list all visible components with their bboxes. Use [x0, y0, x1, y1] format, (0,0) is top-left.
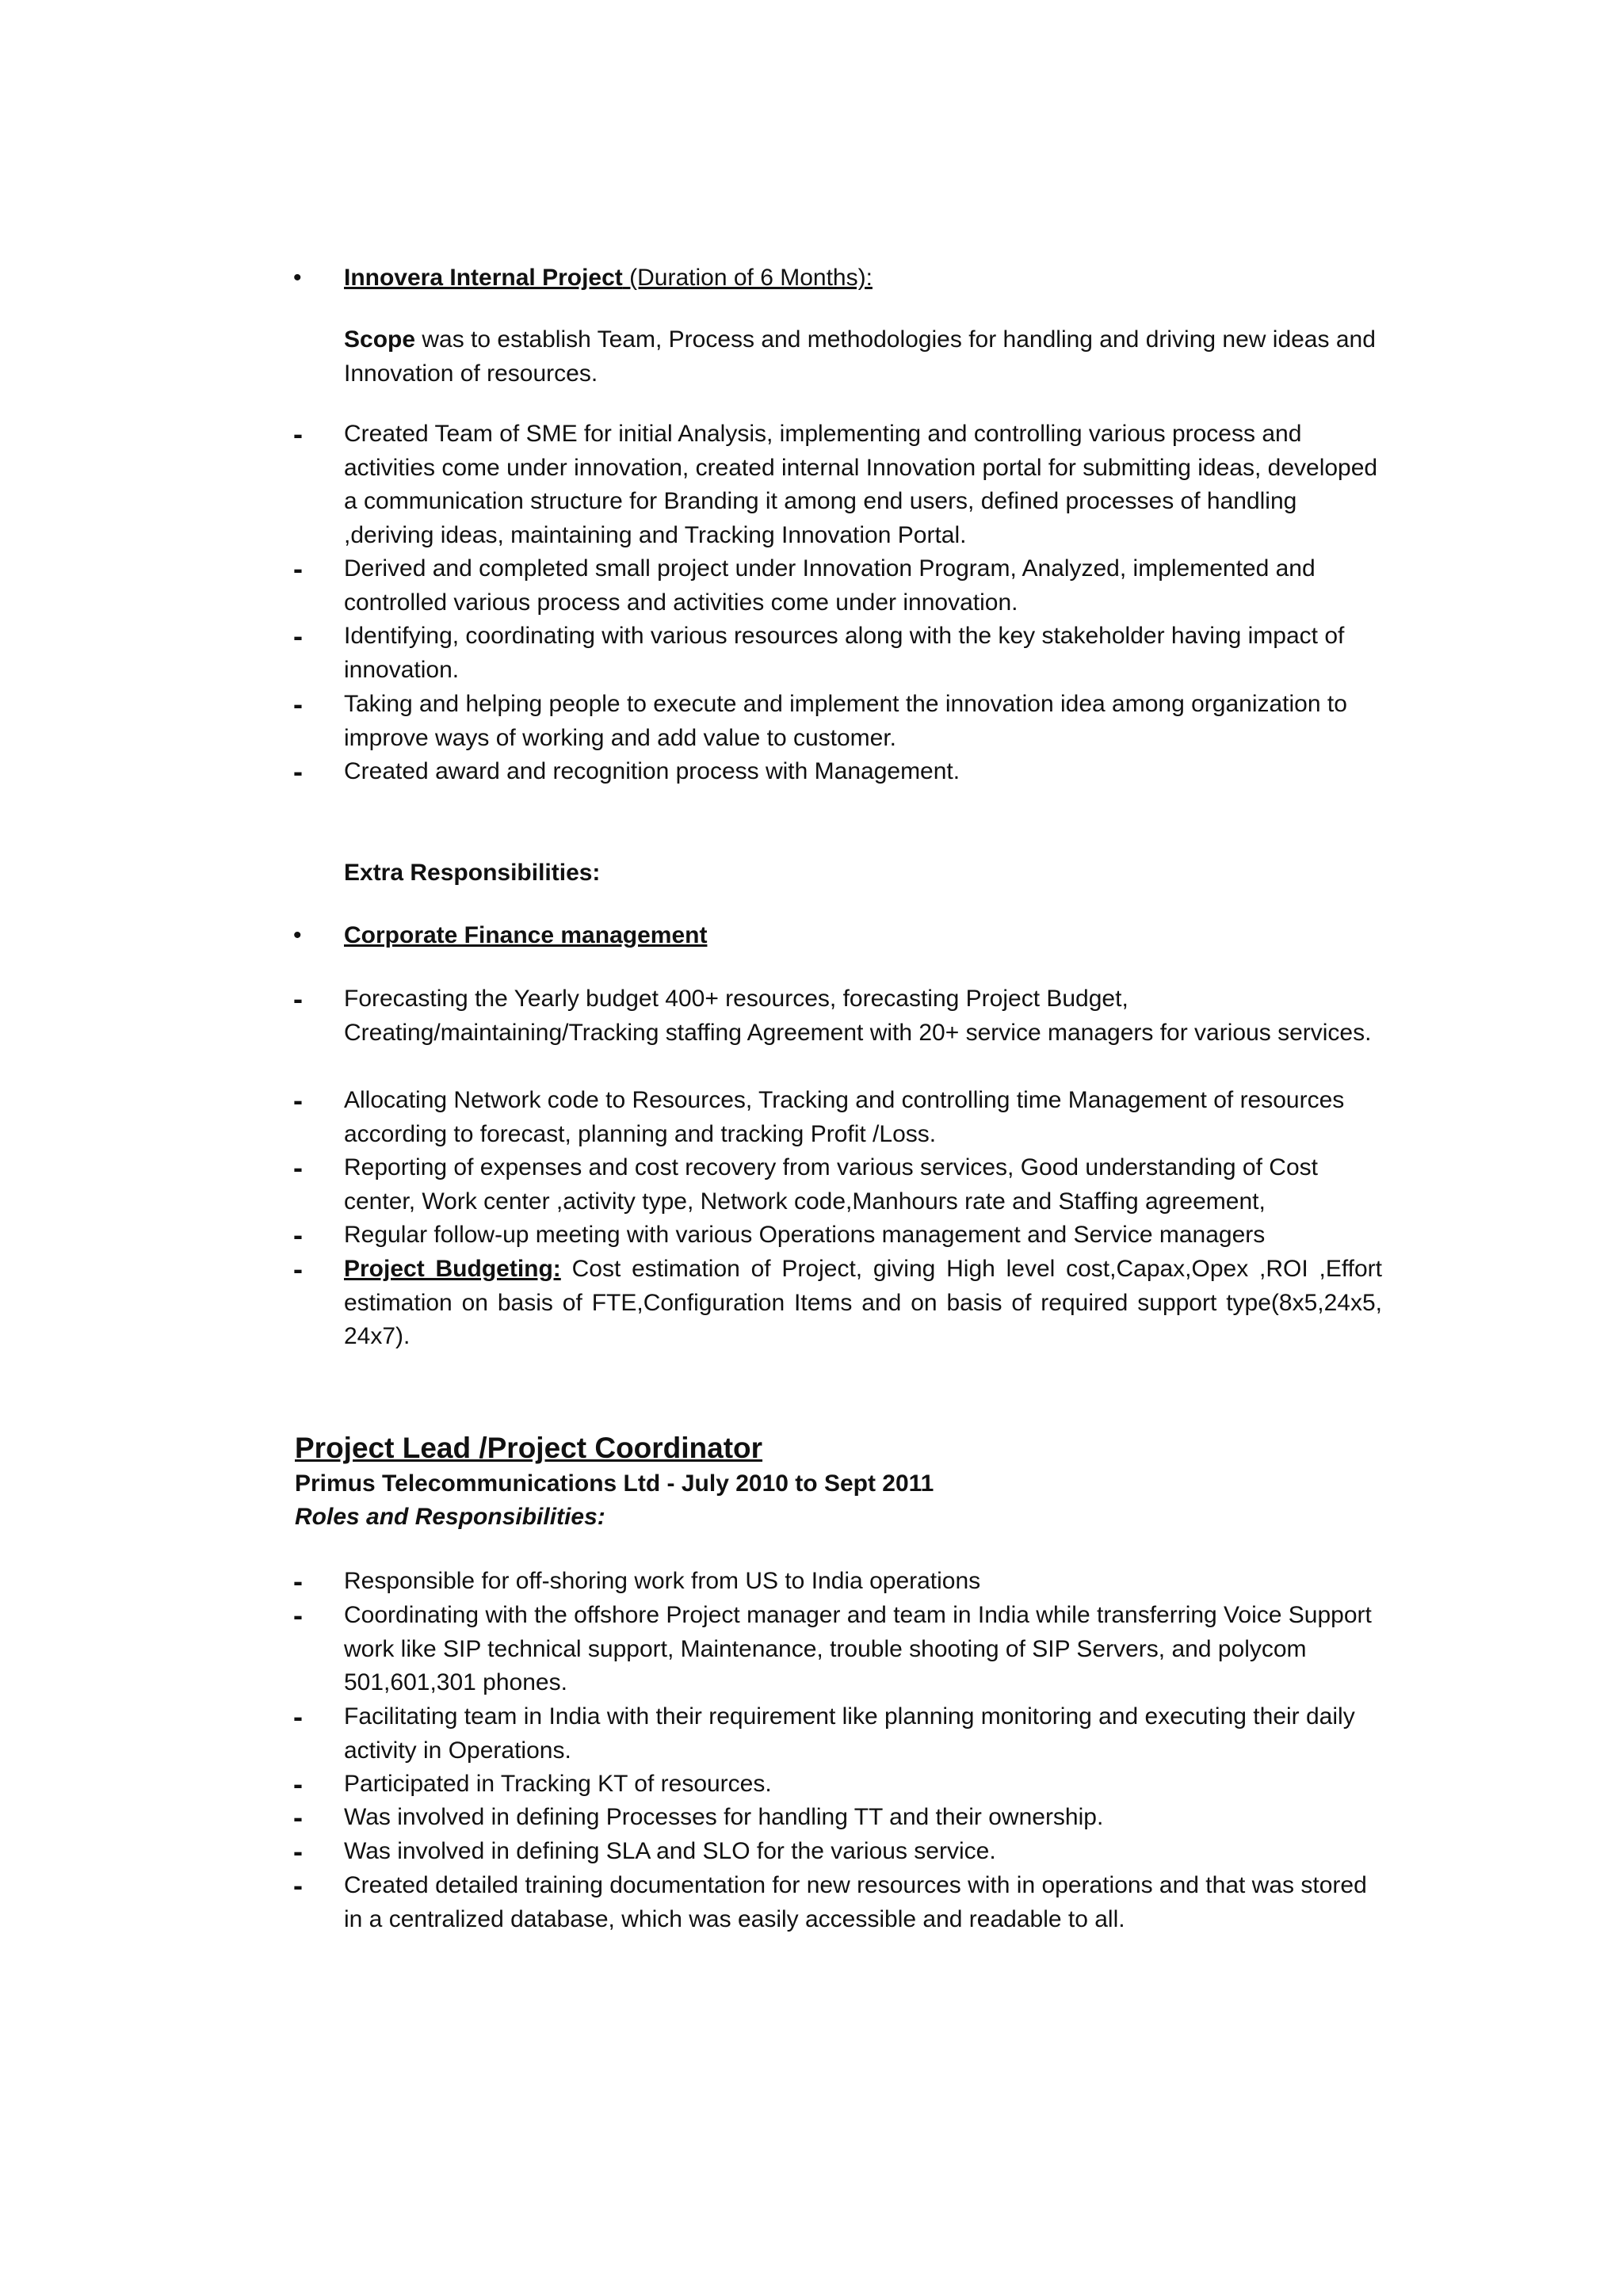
job-item: Coordinating with the offshore Project manager and team in India while transferring Voice Support work like SIP technical support, Maintenance, trouble shooting of SIP Servers, and polycom 501,601,301 phones. — [344, 1602, 1372, 1695]
dash-icon: - — [293, 552, 303, 585]
job-item: Responsible for off-shoring work from US to India operations — [344, 1568, 981, 1594]
dash-icon: - — [293, 1801, 303, 1833]
finance-item: Reporting of expenses and cost recovery from various services, Good understanding of Cost center, Work center ,activity type, Network code,Manhours rate and Staffing agreement, — [344, 1154, 1318, 1215]
innovera-item: Derived and completed small project under Innovation Program, Analyzed, implemented and controlled various process and activities come under innovation. — [344, 555, 1316, 616]
dash-icon: - — [293, 1599, 303, 1631]
innovera-item: Created Team of SME for initial Analysis, implementing and controlling various process and activities come under innovation, created internal Innovation portal for submitting ideas, developed a communication structure for Branding it among end users, defined processes of handling ,deriving ideas, maintaining and Tracking Innovation Portal. — [344, 421, 1378, 548]
job-title: Project Lead /Project Coordinator — [295, 1432, 763, 1464]
job-item: Was involved in defining Processes for handling TT and their ownership. — [344, 1804, 1104, 1830]
roles-heading: Roles and Responsibilities: — [295, 1504, 605, 1530]
finance-item: Regular follow-up meeting with various Operations management and Service managers — [344, 1222, 1266, 1248]
dash-icon: - — [293, 1700, 303, 1733]
dash-icon: - — [293, 1084, 303, 1116]
dash-icon: - — [293, 688, 303, 720]
corporate-finance-title: Corporate Finance management — [344, 922, 708, 948]
dash-icon: - — [293, 620, 303, 652]
innovera-heading — [344, 261, 1382, 296]
dash-icon: - — [293, 1219, 303, 1251]
bullet-icon: • — [293, 265, 302, 291]
innovera-item: Taking and helping people to execute and implement the innovation idea among organization to improve ways of working and add value to customer. — [344, 691, 1347, 751]
bullet-icon: • — [293, 922, 302, 948]
job-item: Was involved in defining SLA and SLO for the various service. — [344, 1838, 996, 1864]
dash-icon: - — [293, 1253, 303, 1285]
dash-icon: - — [293, 982, 303, 1015]
scope-label: Scope — [344, 326, 416, 353]
scope-text: was to establish Team, Process and methodologies for handling and driving new ideas and Innovation of resources. — [344, 326, 1376, 387]
job-item: Participated in Tracking KT of resources. — [344, 1771, 772, 1797]
budgeting-text: Cost estimation of Project, giving High level cost,Capax,Opex ,ROI ,Effort estimation on basis of FTE,Configuration Items and on basis of required support type(8x5,24x5, 24x7). — [344, 1256, 1382, 1349]
dash-icon: - — [293, 755, 303, 788]
innovera-item: Identifying, coordinating with various resources along with the key stakeholder having impact of innovation. — [344, 623, 1345, 683]
dash-icon: - — [293, 1565, 303, 1597]
innovera-title: Innovera Internal Project — [344, 265, 623, 291]
dash-icon: - — [293, 1835, 303, 1867]
finance-item: Forecasting the Yearly budget 400+ resources, forecasting Project Budget, Creating/maintaining/Tracking staffing Agreement with 20+ service managers for various services. — [344, 986, 1372, 1046]
innovera-item: Created award and recognition process with Management. — [344, 758, 960, 784]
dash-icon: - — [293, 1151, 303, 1184]
dash-icon: - — [293, 1869, 303, 1901]
job-item: Facilitating team in India with their requirement like planning monitoring and executing their daily activity in Operations. — [344, 1703, 1355, 1764]
innovera-duration: (Duration of 6 Months): — [622, 265, 873, 291]
finance-item: Allocating Network code to Resources, Tracking and controlling time Management of resources according to forecast, planning and tracking Profit /Loss. — [344, 1087, 1345, 1147]
project-budgeting — [344, 1253, 1382, 1354]
job-company: Primus Telecommunications Ltd - July 2010 to Sept 2011 — [295, 1470, 934, 1497]
dash-icon: - — [293, 1768, 303, 1800]
budgeting-label: Project Budgeting: — [344, 1256, 561, 1282]
extra-heading: Extra Responsibilities: — [344, 860, 601, 886]
innovera-scope — [344, 323, 1382, 391]
dash-icon: - — [293, 418, 303, 450]
job-item: Created detailed training documentation for new resources with in operations and that was stored in a centralized database, which was easily accessible and readable to all. — [344, 1872, 1367, 1932]
